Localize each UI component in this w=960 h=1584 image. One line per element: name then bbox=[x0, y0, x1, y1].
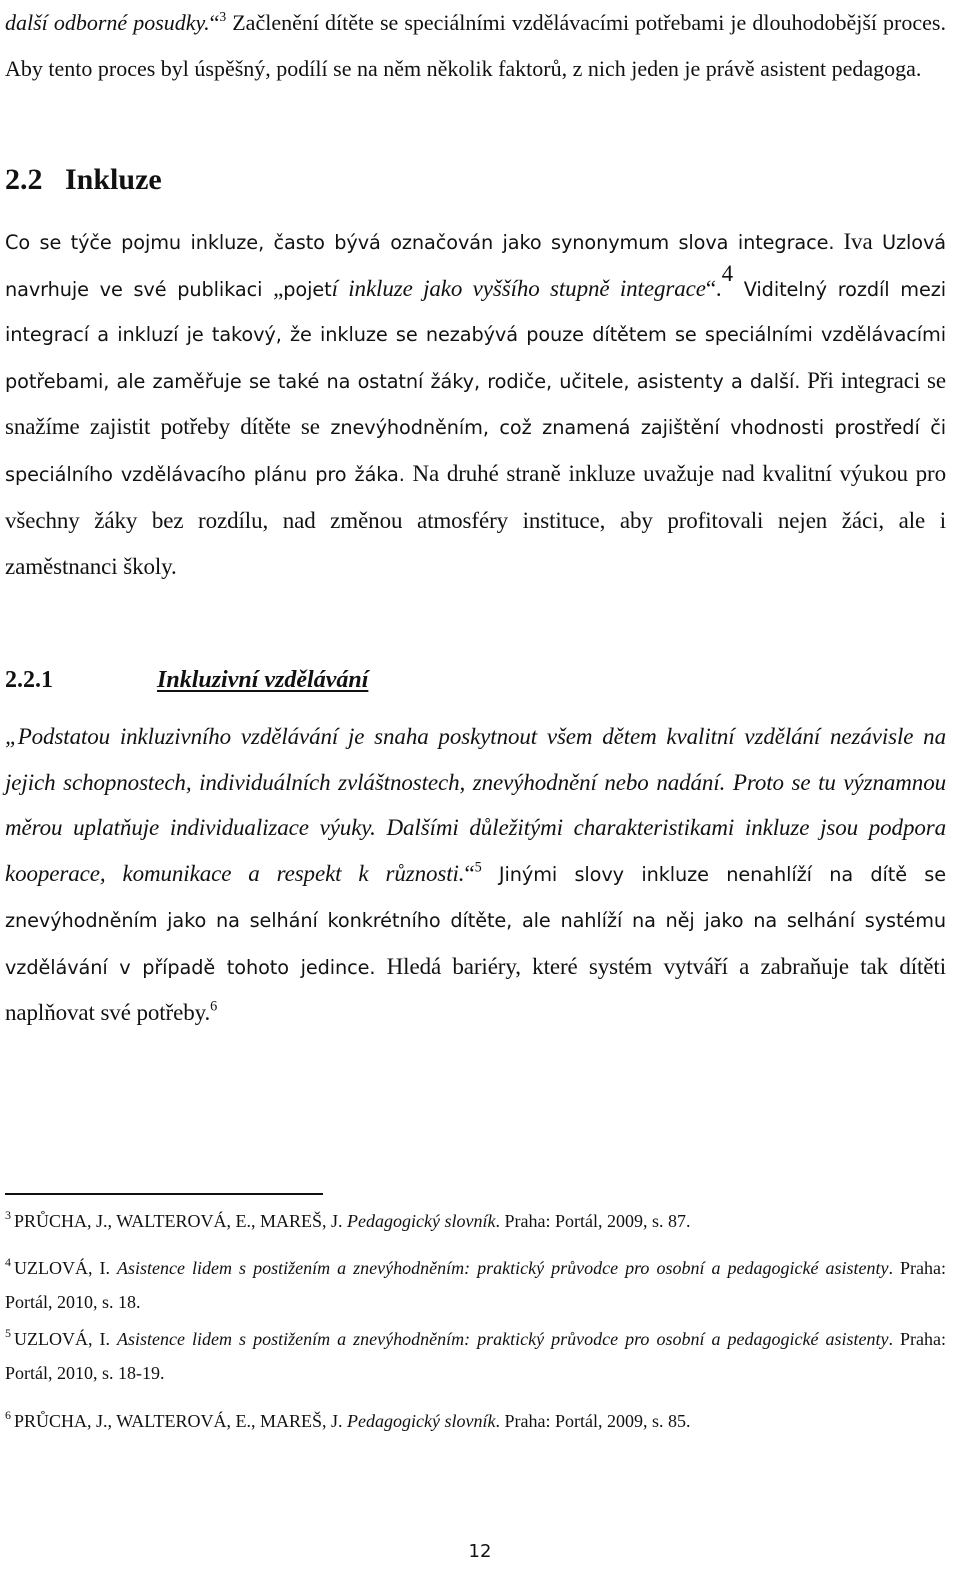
footnote-author: PRŮCHA, J., WALTEROVÁ, E., MAREŠ, J. bbox=[14, 1411, 348, 1431]
quote-italic-text: různosti. bbox=[368, 860, 465, 886]
quote-open: „ bbox=[273, 275, 284, 301]
paragraph-text: Hledá bariéry, které systém vytváří a zabraňuje tak dítěti naplňovat své potřeby. bbox=[5, 953, 946, 1025]
italic-text: další odborné posudky. bbox=[5, 10, 210, 35]
subsection-title: Inkluzivní vzdělávání bbox=[157, 667, 369, 693]
section-number: 2.2 bbox=[5, 163, 43, 196]
footnote-ref-3[interactable]: 3 bbox=[219, 9, 227, 25]
footnote-ref-5[interactable]: 5 bbox=[474, 859, 482, 876]
footnote-3 bbox=[5, 1204, 946, 1238]
paragraph-inclusion bbox=[5, 219, 946, 591]
paragraph-text: Při integraci se snažíme zajistit potřeby dítěte se bbox=[5, 367, 946, 440]
footnote-divider bbox=[5, 1193, 323, 1195]
footnote-title: Asistence lidem s postižením a znevýhodněním: praktický průvodce pro osobní a pedagogické asistenty bbox=[117, 1258, 889, 1278]
paragraph-text: Začlenění dítěte se speciálními vzdělávacími potřebami je dlouhodobější proces. Aby tento proces byl úspěšný, podílí se na něm několik faktorů, z nich jeden je právě asistent pedagoga. bbox=[5, 10, 946, 81]
footnote-6 bbox=[5, 1404, 946, 1438]
footnote-ref-4[interactable]: 4 bbox=[721, 260, 733, 286]
footnote-number: 5 bbox=[5, 1326, 11, 1340]
footnote-author: PRŮCHA, J., WALTEROVÁ, E., MAREŠ, J. bbox=[14, 1211, 348, 1231]
footnote-author: UZLOVÁ, I. bbox=[14, 1258, 118, 1278]
paragraph-text: Co se týče pojmu inkluze, často bývá označován jako synonymum slova integrace. bbox=[5, 231, 835, 254]
paragraph-text: Viditelný rozdíl mezi integrací a inkluzí je takový, že inkluze se nezabývá pouze dítětem se speciálními vzdělávacími potřebami, ale zaměřuje se také na ostatní žáky, rodiče, učitele, asistenty a další. bbox=[5, 277, 947, 393]
footnote-title: Asistence lidem s postižením a znevýhodněním: praktický průvodce pro osobní a pedagogické asistenty bbox=[117, 1329, 889, 1349]
paragraph-text: Na druhé straně inkluze uvažuje nad kvalitní výukou pro všechny žáky bez rozdílu, nad změnou atmosféry instituce, aby profitovali nejen žáci, ale i zaměstnanci školy. bbox=[5, 460, 946, 580]
footnote-title: Pedagogický slovník bbox=[347, 1211, 496, 1231]
paragraph-inclusive-education bbox=[5, 714, 946, 1036]
footnote-title: Pedagogický slovník bbox=[347, 1411, 496, 1431]
paragraph-text: Uzlová navrhuje ve své publikaci bbox=[5, 231, 947, 301]
page-number: 12 bbox=[468, 1541, 492, 1562]
quote-italic-text: í inkluze jako vyššího stupně integrace bbox=[331, 275, 706, 301]
footnote-4 bbox=[5, 1251, 946, 1319]
quote-close: “. bbox=[705, 275, 722, 301]
footnote-author: UZLOVÁ, I. bbox=[14, 1329, 118, 1349]
subsection-heading bbox=[5, 660, 946, 700]
subsection-number: 2.2.1 bbox=[5, 667, 53, 693]
paragraph-text: Jinými slovy inkluze nenahlíží na dítě se znevýhodněním jako na selhání konkrétního dítěte, ale nahlíží na něj jako na selhání systému vzdělávání v případě tohoto jedince. bbox=[5, 862, 947, 979]
footnote-number: 4 bbox=[5, 1255, 11, 1269]
quote-mark: “ bbox=[209, 10, 220, 35]
footnote-publisher: . Praha: Portál, 2009, s. 85. bbox=[495, 1411, 691, 1431]
quote-italic-text: „Podstatou inkluzivního vzdělávání je snaha poskytnout všem dětem kvalitní vzdělání nezávisle na jejich schopnostech, individuálních zvláštnostech, znevýhodnění nebo nadání. Proto se tu významnou měrou uplatňuje individualizace výuky. Dalšími důležitými charakteristikami inkluze jsou podpora kooperace, komunikace a respekt k bbox=[5, 724, 946, 886]
footnote-ref-6[interactable]: 6 bbox=[210, 998, 218, 1015]
footnote-5 bbox=[5, 1322, 946, 1390]
paragraph-text: znevýhodněním, což znamená zajištění vhodnosti prostředí či speciálního vzdělávacího plánu pro žáka. bbox=[5, 416, 947, 486]
quote-text: pojet bbox=[283, 277, 332, 301]
footnote-publisher: . Praha: Portál, 2010, s. 18-19. bbox=[5, 1329, 947, 1383]
paragraph-intro bbox=[5, 0, 946, 91]
paragraph-text: Iva bbox=[834, 229, 873, 254]
quote-close: “ bbox=[464, 860, 475, 886]
section-title: Inkluze bbox=[65, 163, 162, 196]
footnote-publisher: . Praha: Portál, 2009, s. 87. bbox=[495, 1211, 691, 1231]
footnote-number: 6 bbox=[5, 1408, 11, 1422]
section-heading bbox=[5, 158, 946, 202]
footnote-number: 3 bbox=[5, 1208, 11, 1222]
footnote-publisher: . Praha: Portál, 2010, s. 18. bbox=[5, 1258, 947, 1312]
